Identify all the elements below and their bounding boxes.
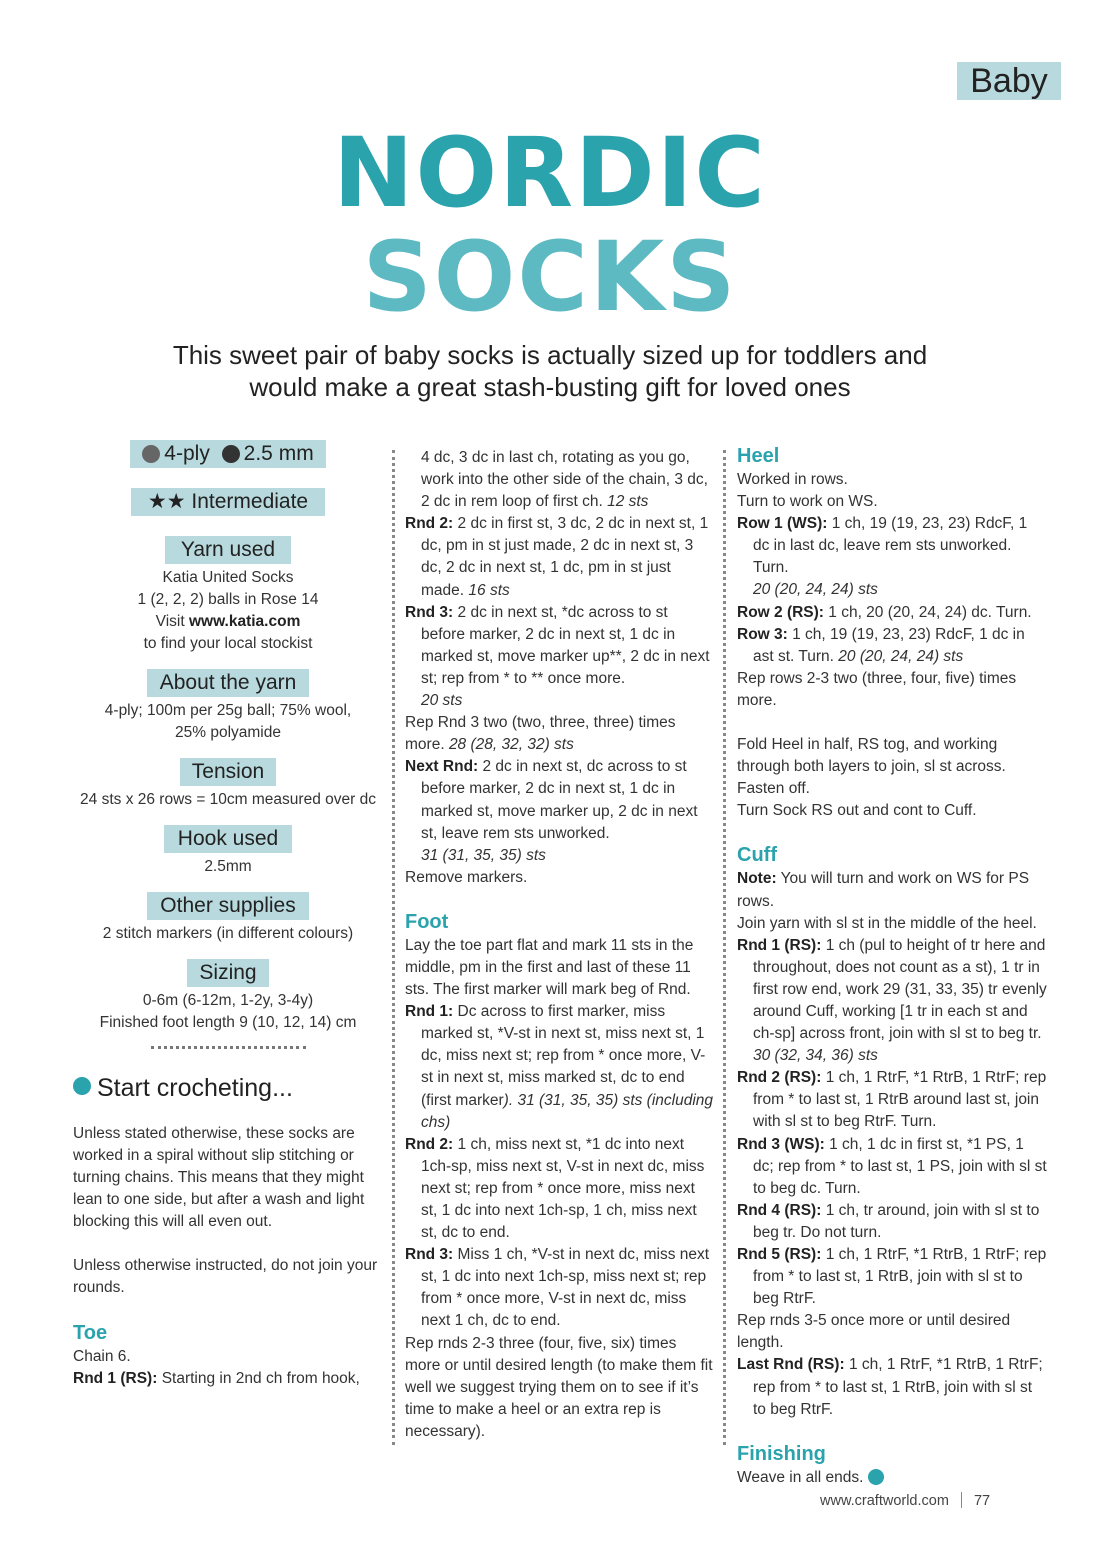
- page-number: 77: [973, 1493, 991, 1509]
- toe-rnd2-count: 16 sts: [468, 581, 510, 599]
- cuff-rnd2-label: Rnd 2 (RS):: [737, 1069, 822, 1087]
- cuff-rnd5-label: Rnd 5 (RS):: [737, 1246, 822, 1263]
- right-column: [737, 443, 1047, 1489]
- cuff-last-text: 1 ch, 1 RtrF, *1 RtrB, 1 RtrF; rep from * to last st, 1 RtrB, join with sl st to beg RtrF.: [753, 1356, 1043, 1418]
- subtitle-line-2: would make a great stash-busting gift for loved ones: [249, 372, 851, 402]
- heel-row1-text: 1 ch, 19 (19, 23, 23) RdcF, 1 dc in last dc, leave rem sts unworked. Turn.: [753, 515, 1028, 577]
- intro-paragraph-1: Unless stated otherwise, these socks are worked in a spiral without slip stitching or turning chains. This means that they might lean to one side, but after a wash and light blocking this will all even out.: [73, 1125, 365, 1230]
- hook-used-section: [73, 825, 383, 878]
- subtitle-line-1: This sweet pair of baby socks is actually sized up for toddlers and: [172, 340, 928, 370]
- foot-rnd1-text: Dc across to first marker, miss marked st, *V-st in next st, miss next st, 1 dc, miss next st; rep from * once more, V-st in next st, miss marked st, dc to end (first marker: [421, 1003, 706, 1109]
- other-supplies-section: [73, 892, 383, 945]
- heel-row3-label: Row 3:: [737, 625, 788, 643]
- foot-rep: Rep rnds 2-3 three (four, five, six) times more or until desired length (to make them fit well we suggest trying them on to see if it’s time to make a heel or an extra rep is necessary).: [405, 1334, 713, 1440]
- tension-text: 24 sts x 26 rows = 10cm measured over dc: [80, 791, 376, 808]
- tension-section: [73, 758, 383, 811]
- sizing-section: [73, 959, 383, 1034]
- middle-column: [405, 447, 715, 1443]
- start-heading-text: Start crocheting...: [97, 1074, 293, 1102]
- yarn-ball-icon: [868, 1469, 884, 1485]
- cuff-rnd1-label: Rnd 1 (RS):: [737, 936, 822, 954]
- column-divider-2: [723, 450, 726, 1445]
- toe-rep-text: Rep Rnd 3 two (two, three, three) times more.: [405, 714, 676, 754]
- tension-heading: Tension: [180, 758, 276, 786]
- level-stars: ★★: [147, 490, 186, 513]
- toe-rep-count: 28 (28, 32, 32) sts: [448, 736, 574, 754]
- toe-next-text: 2 dc in next st, dc across to st before marker, 2 dc in next st, 1 dc in marked st, move marker up, 2 dc in next st, leave rem sts unworked.: [421, 758, 698, 842]
- heel-heading: Heel: [737, 445, 780, 467]
- page-footer: [820, 1492, 1050, 1509]
- heel-fasten: Fasten off.: [737, 780, 810, 798]
- about-yarn-line-1: 4-ply; 100m per 25g ball; 75% wool,: [104, 702, 352, 719]
- cuff-rep: Rep rnds 3-5 once more or until desired length.: [737, 1312, 1011, 1352]
- yarn-ball-icon: [142, 445, 160, 463]
- level-badge: [131, 488, 325, 516]
- stockist-text: to find your local stockist: [143, 635, 313, 652]
- sizing-heading: Sizing: [187, 959, 269, 987]
- foot-rnd1-label: Rnd 1:: [405, 1003, 454, 1021]
- toe-rnd1-label: Rnd 1 (RS):: [73, 1370, 158, 1387]
- heel-rep: Rep rows 2-3 two (three, four, five) times more.: [737, 669, 1017, 709]
- cuff-join: Join yarn with sl st in the middle of the heel.: [737, 914, 1037, 932]
- sidebar-column: [73, 440, 383, 1390]
- yarn-ball-icon: [73, 1077, 91, 1095]
- cuff-rnd1-text: 1 ch (pul to height of tr here and throughout, does not count as a st), 1 tr in first row end, work 29 (31, 33, 35) tr evenly around Cuff, working [1 tr in each st and ch-sp] across front, join with sl st to beg tr.: [753, 936, 1047, 1043]
- foot-rnd3-label: Rnd 3:: [405, 1246, 454, 1264]
- cuff-note-label: Note:: [737, 870, 777, 888]
- toe-rnd1-text-b: 4 dc, 3 dc in last ch, rotating as you go, work into the other side of the chain, 3 dc, 2 dc in rem loop of first ch.: [421, 449, 708, 511]
- title-line-1: NORDIC: [333, 117, 767, 229]
- heel-turn: Turn Sock RS out and cont to Cuff.: [737, 802, 977, 820]
- toe-heading: Toe: [73, 1322, 108, 1344]
- cuff-rnd2-text: 1 ch, 1 RtrF, *1 RtrB, 1 RtrF; rep from * to last st, 1 RtrB around last st, join with sl st to beg RtrF. Turn.: [753, 1069, 1047, 1131]
- intro-paragraph-2: Unless otherwise instructed, do not join your rounds.: [73, 1257, 378, 1296]
- other-supplies-heading: Other supplies: [147, 892, 309, 920]
- hook-used-heading: Hook used: [164, 825, 292, 853]
- sizing-line-1: 0-6m (6-12m, 1-2y, 3-4y): [142, 992, 314, 1009]
- cuff-rnd5-text: 1 ch, 1 RtrF, *1 RtrB, 1 RtrF; rep from * to last st, 1 RtrB, join with sl st to beg RtrF.: [753, 1246, 1047, 1308]
- toe-rnd2-text: 2 dc in first st, 3 dc, 2 dc in next st, 1 dc, pm in st just made, 2 dc in next st, 3 dc, 2 dc in next st, 1 dc, pm in st just made.: [421, 515, 709, 599]
- heel-row1-label: Row 1 (WS):: [737, 515, 828, 533]
- cuff-rnd3-text: 1 ch, 1 dc in first st, *1 PS, 1 dc; rep from * to last st, 1 PS, join with sl st to beg dc. Turn.: [753, 1135, 1047, 1197]
- title-line-2: SOCKS: [362, 221, 738, 333]
- visit-prefix: Visit: [155, 613, 189, 630]
- heel-row3-count: 20 (20, 24, 24) sts: [838, 647, 964, 665]
- dotted-divider: [151, 1046, 306, 1049]
- other-supplies-text: 2 stitch markers (in different colours): [102, 925, 354, 942]
- finishing-text: Weave in all ends.: [737, 1468, 864, 1486]
- cuff-heading: Cuff: [737, 844, 777, 867]
- foot-heading: Foot: [405, 910, 449, 933]
- heel-line-2: Turn to work on WS.: [737, 493, 878, 511]
- foot-rnd2-text: 1 ch, miss next st, *1 dc into next 1ch-sp, miss next st, V-st in next dc, miss next st; rep from * once more, miss next st, 1 dc into next 1ch-sp, 1 ch, miss next st, dc to end.: [421, 1135, 705, 1242]
- toe-rnd3-label: Rnd 3:: [405, 603, 454, 621]
- yarn-name: Katia United Socks: [162, 569, 294, 586]
- toe-rnd3-count: 20 sts: [421, 692, 463, 710]
- cuff-rnd4-label: Rnd 4 (RS):: [737, 1201, 822, 1219]
- toe-remove-markers: Remove markers.: [405, 868, 528, 886]
- foot-rnd1-count: ). 31 (31, 35, 35) sts (including chs): [421, 1091, 714, 1131]
- toe-next-label: Next Rnd:: [405, 758, 479, 776]
- hook-icon: [222, 445, 240, 463]
- sizing-line-2: Finished foot length 9 (10, 12, 14) cm: [99, 1014, 357, 1031]
- hook-size: 2.5 mm: [243, 442, 314, 465]
- footer-separator: [961, 1492, 962, 1508]
- start-crocheting-heading: [73, 1071, 383, 1105]
- heel-fold: Fold Heel in half, RS tog, and working through both layers to join, sl st across.: [737, 736, 1006, 776]
- cuff-rnd1-count: 30 (32, 34, 36) sts: [753, 1047, 878, 1065]
- toe-next-count: 31 (31, 35, 35) sts: [421, 846, 546, 864]
- foot-rnd3-text: Miss 1 ch, *V-st in next dc, miss next st, 1 dc into next 1ch-sp, miss next st; rep from * once more, V-st in next dc, miss next 1 ch, dc to end.: [421, 1246, 710, 1330]
- cuff-rnd4-text: 1 ch, tr around, join with sl st to beg tr. Do not turn.: [753, 1201, 1040, 1241]
- yarn-weight: 4-ply: [164, 442, 210, 465]
- cuff-note-text: You will turn and work on WS for PS rows.: [737, 870, 1030, 910]
- toe-rnd3-text: 2 dc in next st, *dc across to st before marker, 2 dc in next st, 1 dc in marked st, move marker up**, 2 dc in next st; rep from * to ** once more.: [421, 603, 710, 687]
- cuff-last-label: Last Rnd (RS):: [737, 1356, 845, 1374]
- yarn-used-heading: Yarn used: [165, 536, 291, 564]
- finishing-heading: Finishing: [737, 1442, 826, 1465]
- heel-row2-label: Row 2 (RS):: [737, 603, 824, 621]
- about-yarn-line-2: 25% polyamide: [175, 724, 281, 741]
- about-yarn-section: [73, 669, 383, 744]
- footer-url[interactable]: www.craftworld.com: [820, 1493, 949, 1509]
- toe-rnd2-label: Rnd 2:: [405, 515, 454, 533]
- yarn-quantity: 1 (2, 2, 2) balls in Rose 14: [137, 591, 319, 608]
- toe-rnd1-count: 12 sts: [607, 493, 649, 511]
- cuff-rnd3-label: Rnd 3 (WS):: [737, 1135, 825, 1153]
- heel-row1-count: 20 (20, 24, 24) sts: [753, 581, 878, 599]
- column-divider-1: [392, 450, 395, 1445]
- foot-intro: Lay the toe part flat and mark 11 sts in the middle, pm in the first and last of these 11 sts. The first marker will mark beg of Rnd.: [405, 936, 694, 999]
- category-tab: Baby: [957, 62, 1061, 100]
- heel-row3-text: 1 ch, 19 (19, 23, 23) RdcF, 1 dc in ast st. Turn.: [753, 625, 1025, 665]
- yarn-used-section: [73, 536, 383, 655]
- spec-badge: [130, 440, 326, 468]
- heel-row2-text: 1 ch, 20 (20, 24, 24) dc. Turn.: [823, 603, 1032, 621]
- foot-rnd2-label: Rnd 2:: [405, 1135, 454, 1153]
- toe-rnd1-text-a: Starting in 2nd ch from hook,: [157, 1370, 360, 1387]
- heel-line-1: Worked in rows.: [737, 471, 848, 488]
- hook-used-text: 2.5mm: [204, 858, 252, 875]
- katia-link[interactable]: www.katia.com: [188, 613, 301, 630]
- level-text: Intermediate: [191, 490, 309, 513]
- toe-chain: Chain 6.: [73, 1348, 131, 1365]
- about-yarn-heading: About the yarn: [147, 669, 309, 697]
